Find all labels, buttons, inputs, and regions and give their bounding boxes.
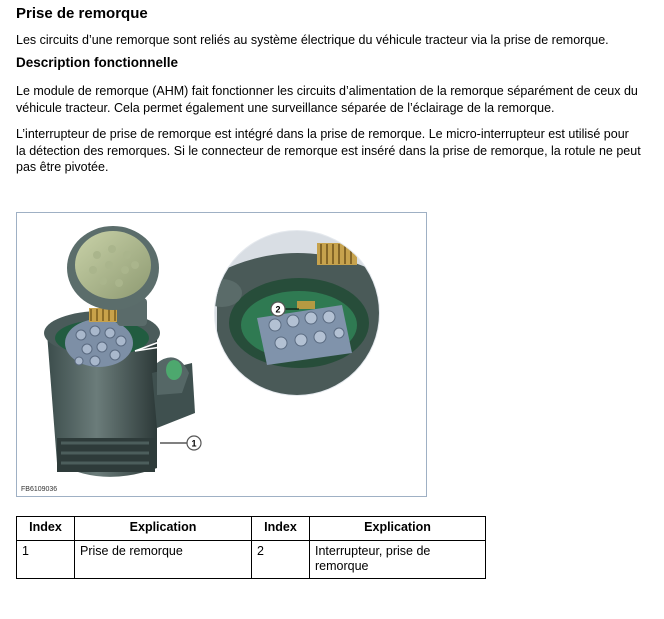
table-row: [17, 541, 486, 579]
header-explication-1: Explication: [75, 517, 252, 541]
cell-explication-1: Prise de remorque: [75, 541, 252, 579]
callout-1: [187, 436, 201, 450]
zoom-detail: [202, 223, 387, 403]
cell-explication-2: [310, 541, 486, 579]
trailer-socket-figure: [16, 212, 427, 497]
paragraph-line: L’interrupteur de prise de remorque est intégré dans la prise de remorque. Le micro-interrupteur est utilisé pour: [16, 127, 629, 141]
header-index-1: Index: [17, 517, 75, 541]
legend-table: [16, 516, 486, 579]
callout-2-label: 2: [275, 304, 281, 315]
paragraph-ahm: [16, 83, 656, 116]
paragraph-switch: [16, 126, 656, 176]
paragraph-line: véhicule tracteur. Cela permet également une surveillance séparée de l’éclairage de la remorque.: [16, 100, 555, 115]
paragraph-line: pas être pivotée.: [16, 160, 109, 174]
socket-body: [44, 298, 195, 477]
header-explication-2: Explication: [310, 517, 486, 541]
paragraph-line: Le module de remorque (AHM) fait fonctionner les circuits d’alimentation de la remorque séparément de ceux du: [16, 84, 638, 98]
cell-index-2: 2: [252, 541, 310, 579]
callout-2: [271, 302, 285, 316]
paragraph-line: la détection des remorques. Si le connecteur de remorque est inséré dans la prise de remorque, la rotule ne peut: [16, 143, 641, 158]
intro-paragraph: Les circuits d’une remorque sont reliés au système électrique du véhicule tracteur via la prise de remorque.: [16, 33, 609, 47]
cell-index-1: 1: [17, 541, 75, 579]
callout-1-label: 1: [191, 438, 197, 449]
cell-line: Interrupteur, prise de: [315, 544, 431, 558]
socket-lid: [67, 226, 159, 310]
legend-header-row: [17, 517, 486, 541]
trailer-socket-illustration: [17, 213, 426, 496]
page-title: Prise de remorque: [16, 5, 148, 22]
cell-line: remorque: [315, 559, 369, 573]
header-index-2: Index: [252, 517, 310, 541]
section-heading: Description fonctionnelle: [16, 55, 179, 70]
figure-code: FB6109036: [21, 486, 58, 493]
